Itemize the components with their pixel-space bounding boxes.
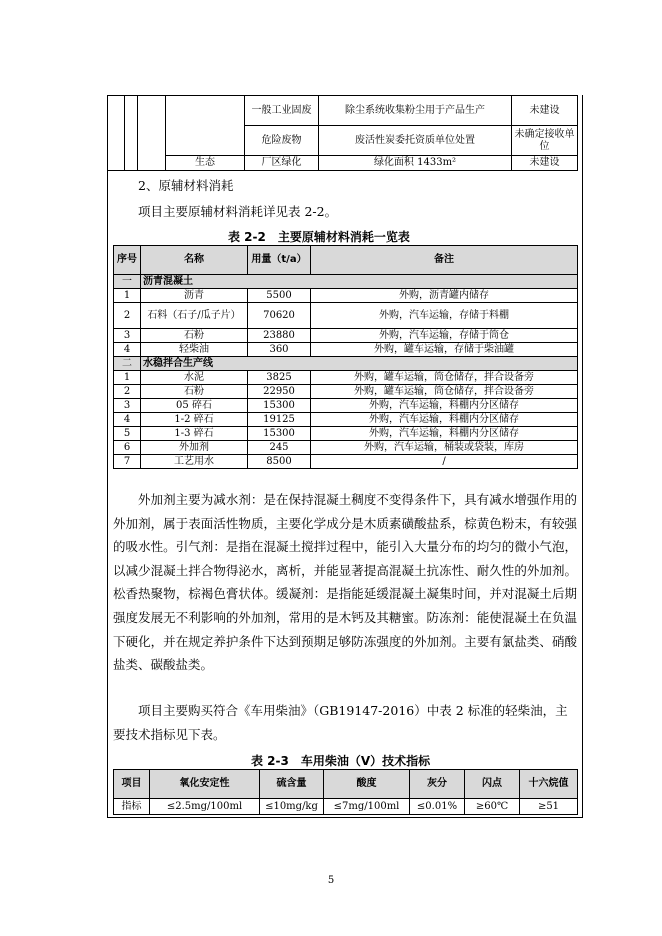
table-row xyxy=(108,96,578,126)
group-row xyxy=(114,357,578,371)
cell-note: 外购，汽车运输，料棚内分区储存 xyxy=(311,413,578,427)
col-header: 项目 xyxy=(114,770,150,799)
table-row xyxy=(114,385,578,399)
cell-name: 沥青 xyxy=(141,289,248,303)
cell-note: 外购，罐车运输，存储于柴油罐 xyxy=(311,343,578,357)
table-cell: ≤10mg/kg xyxy=(260,799,324,815)
table-row xyxy=(114,289,578,303)
cell-name: 水泥 xyxy=(141,371,248,385)
table-row xyxy=(114,371,578,385)
measure-type: 一般工业固废 xyxy=(245,96,319,126)
cell-no: 3 xyxy=(114,399,141,413)
group-title: 沥青混凝土 xyxy=(141,275,578,289)
group-index: 一 xyxy=(114,275,141,289)
table-2-2-caption: 表 2-2 主要原辅材料消耗一览表 xyxy=(228,230,410,244)
admixture-paragraph: 外加剂主要为减水剂：是在保持混凝土稠度不变得条件下，具有减水增强作用的外加剂，属于表面活性物质，主要化学成分是木质素磺酸盐系，棕黄色粉末，有较强的吸水性。引气剂：是指在混凝土搅拌过程中，能引入大量分布的均匀的微小气泡，以减少混凝土拌合物得泌水，离析，并能显著提高混凝土抗冻性、耐久性的外加剂。松香热聚物，棕褐色膏状体。缓凝剂：是指能延缓混凝土凝集时间，并对混凝土后期强度发展无不利影响的外加剂，常用的是木钙及其糖蜜。防冻剂：能使混凝土在负温下硬化，并在规定养护条件下达到预期足够防冻强度的外加剂。主要有氯盐类、硝酸盐类、碳酸盐类。 xyxy=(113,492,577,673)
cell-no: 6 xyxy=(114,441,141,455)
table-cell: ≤2.5mg/100ml xyxy=(150,799,260,815)
cell-no: 2 xyxy=(114,385,141,399)
table-header-row xyxy=(114,246,578,275)
table-row xyxy=(114,455,578,469)
cell-name: 1-2 碎石 xyxy=(141,413,248,427)
cell-name: 石粉 xyxy=(141,329,248,343)
table-2-3-caption: 表 2-3 车用柴油（V）技术指标 xyxy=(251,754,431,768)
col-header: 硫含量 xyxy=(260,770,324,799)
cell-note: 外购，汽车运输，桶装或袋装，库房 xyxy=(311,441,578,455)
diesel-paragraph-line1: 项目主要购买符合《车用柴油》（GB19147-2016）中表 2 标准的轻柴油，主 xyxy=(138,703,568,718)
measure-desc: 废活性炭委托资质单位处置 xyxy=(319,126,512,156)
col-header-amount: 用量（t/a） xyxy=(248,246,311,275)
table-row xyxy=(114,441,578,455)
cell-no: 4 xyxy=(114,343,141,357)
col-header: 灰分 xyxy=(410,770,465,799)
cell-amount: 245 xyxy=(248,441,311,455)
environmental-measures-table xyxy=(107,95,578,171)
col-header: 氧化安定性 xyxy=(150,770,260,799)
col-header-no: 序号 xyxy=(114,246,141,275)
cell-no: 1 xyxy=(114,371,141,385)
cell-amount: 22950 xyxy=(248,385,311,399)
cell-amount: 70620 xyxy=(248,303,311,329)
cell-amount: 23880 xyxy=(248,329,311,343)
measure-desc: 绿化面积 1433m² xyxy=(319,156,512,171)
measure-status: 未建设 xyxy=(512,156,578,171)
cell-name: 石粉 xyxy=(141,385,248,399)
cell-name: 05 碎石 xyxy=(141,399,248,413)
table-row xyxy=(114,413,578,427)
col-header: 十六烷值 xyxy=(520,770,578,799)
table-cell: 指标 xyxy=(114,799,150,815)
col-header-note: 备注 xyxy=(311,246,578,275)
table-cell: ≤7mg/100ml xyxy=(324,799,410,815)
cell-amount: 15300 xyxy=(248,399,311,413)
cell-no: 1 xyxy=(114,289,141,303)
table-row xyxy=(114,399,578,413)
col-header: 酸度 xyxy=(324,770,410,799)
cell-note: 外购，罐车运输，筒仓储存，拌合设备旁 xyxy=(311,385,578,399)
cell-note: 外购，汽车运输，料棚内分区储存 xyxy=(311,427,578,441)
cell-no: 4 xyxy=(114,413,141,427)
table-row xyxy=(108,156,578,171)
table-header-row xyxy=(114,770,578,799)
table-row xyxy=(114,799,578,815)
table-row xyxy=(114,343,578,357)
cell-no: 5 xyxy=(114,427,141,441)
cell-name: 1-3 碎石 xyxy=(141,427,248,441)
table-cell: ≥51 xyxy=(520,799,578,815)
cell-note: 外购，罐车运输，筒仓储存，拌合设备旁 xyxy=(311,371,578,385)
group-row xyxy=(114,275,578,289)
table-cell: ≥60℃ xyxy=(465,799,520,815)
col-header-name: 名称 xyxy=(141,246,248,275)
cell-note: 外购，汽车运输，存储于料棚 xyxy=(311,303,578,329)
measure-status: 未确定接收单位 xyxy=(512,126,578,156)
measure-status: 未建设 xyxy=(512,96,578,126)
cell-name: 外加剂 xyxy=(141,441,248,455)
table-cell: ≤0.01% xyxy=(410,799,465,815)
page-number: 5 xyxy=(327,875,335,886)
table-row xyxy=(114,329,578,343)
section-intro: 项目主要原辅材料消耗详见表 2-2。 xyxy=(138,204,338,219)
cell-note: 外购，汽车运输，料棚内分区储存 xyxy=(311,399,578,413)
cell-name: 工艺用水 xyxy=(141,455,248,469)
diesel-paragraph-line2: 要技术指标见下表。 xyxy=(113,727,226,742)
measure-type: 危险废物 xyxy=(245,126,319,156)
cell-name: 轻柴油 xyxy=(141,343,248,357)
cell-amount: 5500 xyxy=(248,289,311,303)
group-title: 水稳拌合生产线 xyxy=(141,357,578,371)
table-row xyxy=(114,303,578,329)
table-row xyxy=(114,427,578,441)
diesel-spec-table xyxy=(113,769,578,815)
measure-type: 厂区绿化 xyxy=(245,156,319,171)
section-heading: 2、原辅材料消耗 xyxy=(138,178,234,193)
cell-amount: 3825 xyxy=(248,371,311,385)
cell-note: 外购，沥青罐内储存 xyxy=(311,289,578,303)
col-header: 闪点 xyxy=(465,770,520,799)
cell-amount: 8500 xyxy=(248,455,311,469)
cell-amount: 19125 xyxy=(248,413,311,427)
cell-no: 2 xyxy=(114,303,141,329)
cell-amount: 360 xyxy=(248,343,311,357)
group-index: 二 xyxy=(114,357,141,371)
materials-table xyxy=(113,245,578,469)
measure-category: 生态 xyxy=(166,156,245,171)
cell-note: 外购，汽车运输，存储于筒仓 xyxy=(311,329,578,343)
cell-name: 石料（石子/瓜子片） xyxy=(141,303,248,329)
measure-desc: 除尘系统收集粉尘用于产品生产 xyxy=(319,96,512,126)
cell-note: / xyxy=(311,455,578,469)
cell-no: 7 xyxy=(114,455,141,469)
cell-amount: 15300 xyxy=(248,427,311,441)
cell-no: 3 xyxy=(114,329,141,343)
